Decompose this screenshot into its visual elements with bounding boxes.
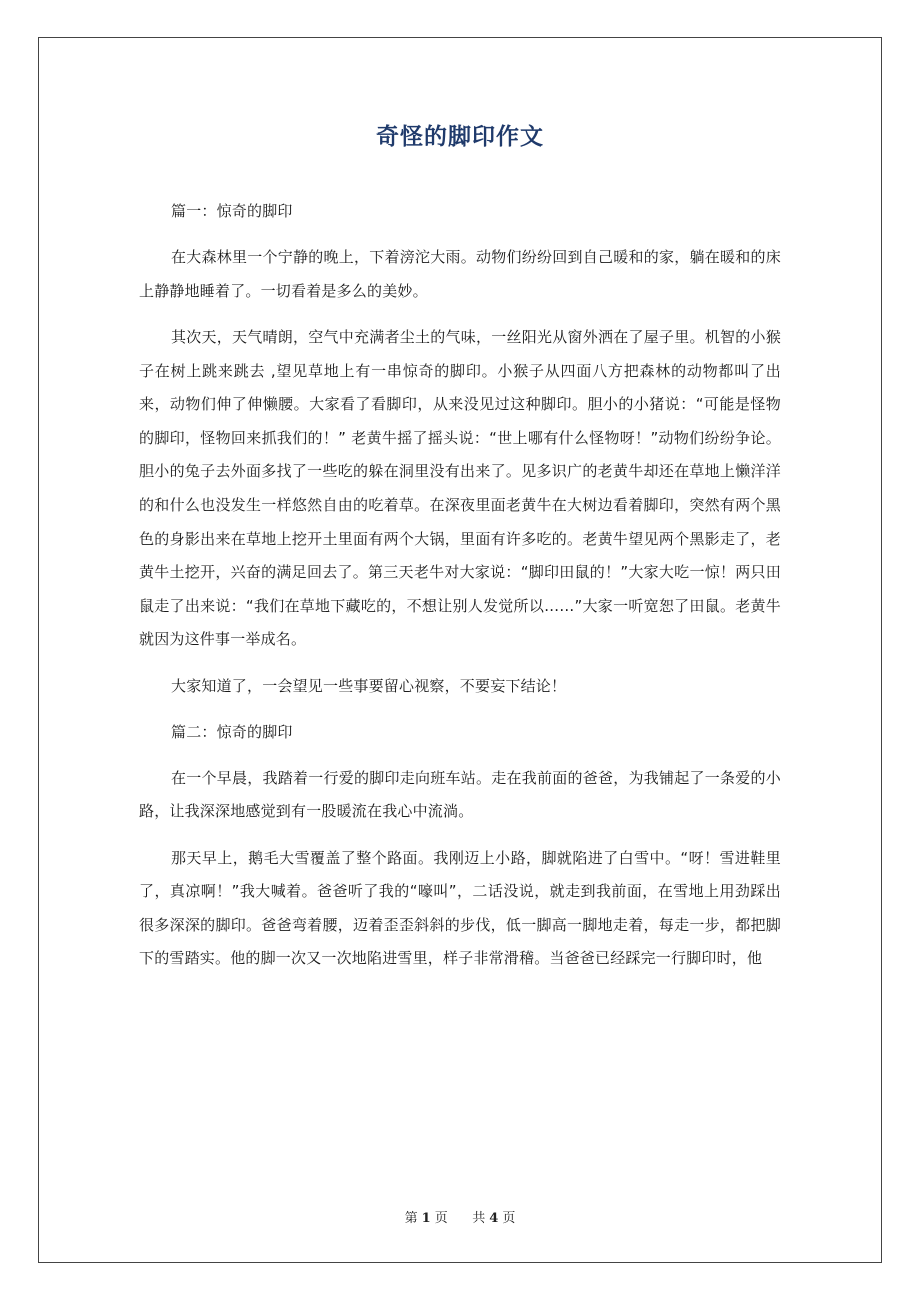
- paragraph: 在大森林里一个宁静的晚上，下着滂沱大雨。动物们纷纷回到自己暖和的家，躺在暖和的床上静静地睡着了。一切看着是多么的美妙。: [139, 248, 781, 300]
- paragraph: 其次天，天气晴朗，空气中充满者尘土的气味，一丝阳光从窗外洒在了屋子里。机智的小猴子在树上跳来跳去 ,望见草地上有一串惊奇的脚印。小猴子从四面八方把森林的动物都叫了出来，动物们伸了伸懒腰。大家看了看脚印，从来没见过这种脚印。胆小的小猪说：“可能是怪物的脚印，怪物回来抓我们的！” 老黄牛摇了摇头说：“世上哪有什么怪物呀！”动物们纷纷争论。胆小的兔子去外面多找了一些吃的躲在洞里没有出来了。见多识广的老黄牛却还在草地上懒洋洋的和什么也没发生一样悠然自由的吃着草。在深夜里面老黄牛在大树边看着脚印，突然有两个黑色的身影出来在草地上挖开土里面有两个大锅，里面有许多吃的。老黄牛望见两个黑影走了，老黄牛土挖开，兴奋的满足回去了。第三天老牛对大家说：“脚印田鼠的！”大家大吃一惊！两只田鼠走了出来说：“我们在草地下藏吃的，不想让别人发觉所以……”大家一听宽恕了田鼠。老黄牛就因为这件事一举成名。: [139, 327, 781, 649]
- page-number-label: [403, 1211, 450, 1226]
- page-total-label: [470, 1211, 517, 1226]
- paragraph: 那天早上，鹅毛大雪覆盖了整个路面。我刚迈上小路，脚就陷进了白雪中。“呀！雪进鞋里了，真凉啊！”我大喊着。爸爸听了我的“嚎叫”，二话没说，就走到我前面，在雪地上用劲踩出很多深深的脚印。爸爸弯着腰，迈着歪歪斜斜的步伐，低一脚高一脚地走着，每走一步，都把脚下的雪踏实。他的脚一次又一次地陷进雪里，样子非常滑稽。当爸爸已经踩完一行脚印时，他: [139, 848, 781, 968]
- page-total: 4: [489, 1211, 499, 1226]
- document-body: [139, 195, 781, 989]
- paragraph: 在一个早晨，我踏着一行爱的脚印走向班车站。走在我前面的爸爸，为我铺起了一条爱的小路，让我深深地感觉到有一股暖流在我心中流淌。: [139, 768, 781, 821]
- page-footer: [0, 1207, 920, 1226]
- total-suffix: 页: [502, 1211, 516, 1226]
- paragraph: 大家知道了，一会望见一些事要留心视察，不要妄下结论！: [171, 676, 567, 695]
- section-heading-2: 篇二：惊奇的脚印: [171, 722, 293, 741]
- page-current: 1: [421, 1211, 431, 1226]
- section-heading-1: 篇一：惊奇的脚印: [171, 202, 293, 220]
- page-prefix: 第: [404, 1211, 418, 1226]
- total-prefix: 共: [472, 1211, 486, 1226]
- document-title: 奇怪的脚印作文: [376, 124, 544, 150]
- page-suffix: 页: [434, 1211, 448, 1226]
